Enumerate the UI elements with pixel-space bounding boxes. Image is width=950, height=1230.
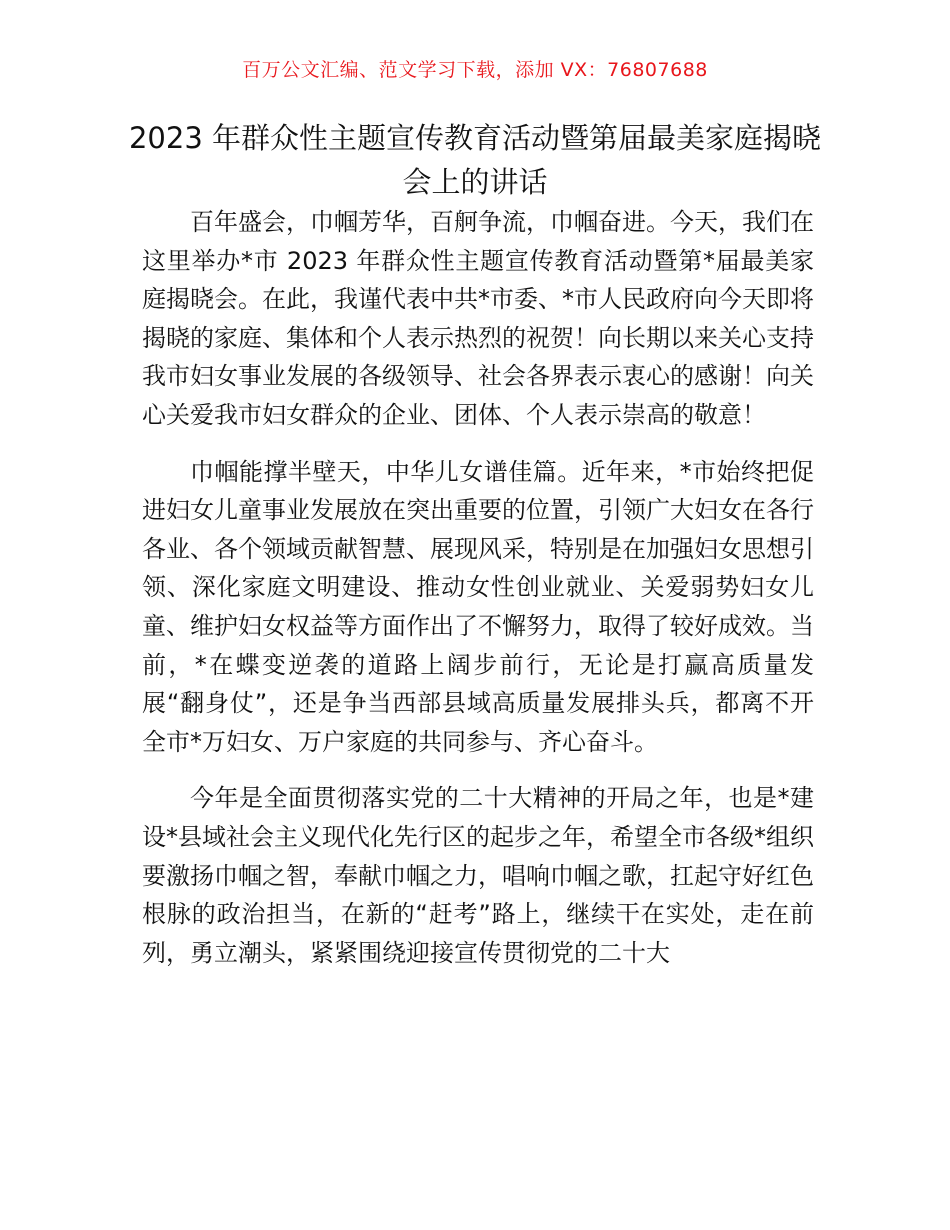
paragraph-1: 百年盛会，巾帼芳华，百舸争流，巾帼奋进。今天，我们在这里举办*市 2023 年群众性主题宣传教育活动暨第*届最美家庭揭晓会。在此，我谨代表中共*市委、*市人民政府向今天即将揭晓的家庭、集体和个人表示热烈的祝贺！向长期以来关心支持我市妇女事业发展的各级领导、社会各界表示衷心的感谢！向关心关爱我市妇女群众的企业、团体、个人表示崇高的敬意！ [142, 208, 814, 429]
paragraph-2: 巾帼能撑半壁天，中华儿女谱佳篇。近年来，*市始终把促进妇女儿童事业发展放在突出重要的位置，引领广大妇女在各行各业、各个领域贡献智慧、展现风采，特别是在加强妇女思想引领、深化家庭文明建设、推动女性创业就业、关爱弱势妇女儿童、维护妇女权益等方面作出了不懈努力，取得了较好成效。当前，*在蝶变逆袭的道路上阔步前行，无论是打赢高质量发展“翻身仗”，还是争当西部县域高质量发展排头兵，都离不开全市*万妇女、万户家庭的共同参与、齐心奋斗。 [142, 457, 814, 756]
header-banner: 百万公文汇编、范文学习下载，添加 VX：76807688 [242, 59, 708, 81]
paragraph-3: 今年是全面贯彻落实党的二十大精神的开局之年，也是*建设*县域社会主义现代化先行区的起步之年，希望全市各级*组织要激扬巾帼之智，奉献巾帼之力，唱响巾帼之歌，扛起守好红色根脉的政治担当，在新的“赶考”路上，继续干在实处，走在前列，勇立潮头，紧紧围绕迎接宣传贯彻党的二十大 [142, 784, 814, 967]
document-body [142, 203, 814, 990]
document-title: 2023 年群众性主题宣传教育活动暨第届最美家庭揭晓会上的讲话 [128, 121, 822, 199]
